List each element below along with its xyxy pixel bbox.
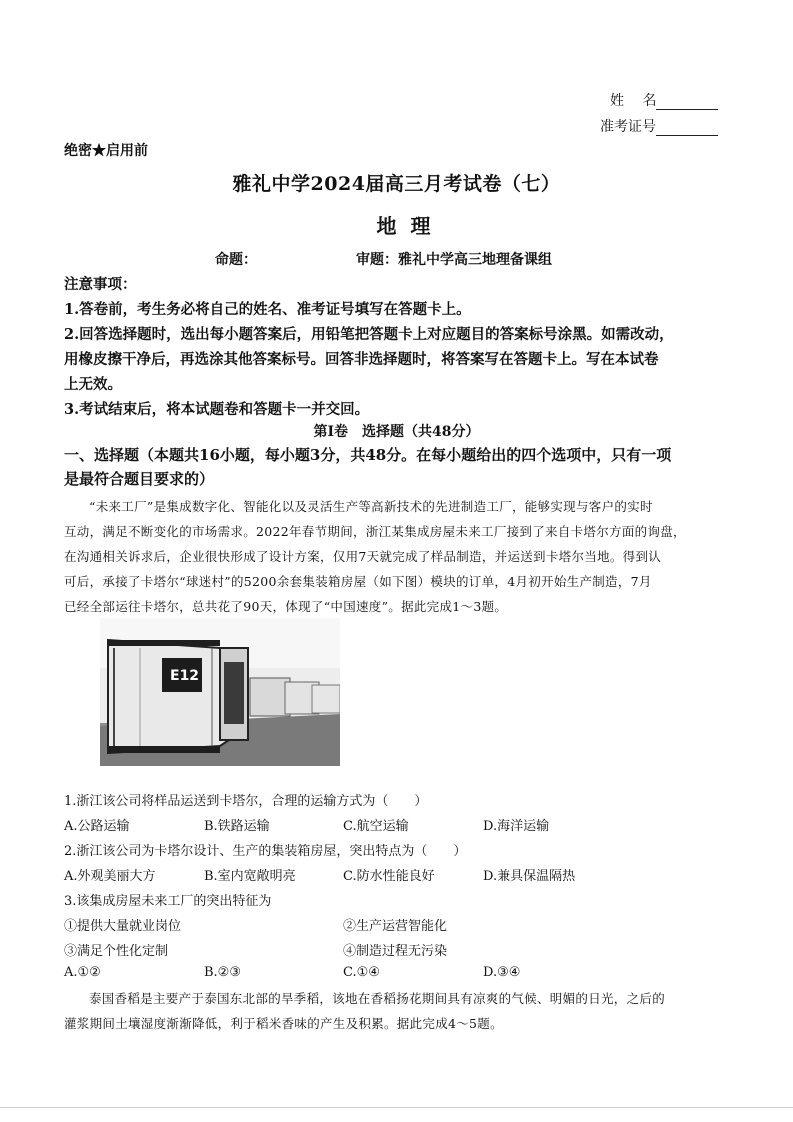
container-house-photo bbox=[100, 618, 340, 766]
passage-1-line: 互动，满足不断变化的市场需求。2022年春节期间，浙江某集成房屋未来工厂接到了来自卡塔尔方面的询盘， bbox=[64, 524, 686, 539]
q2-option-a[interactable]: A.外观美丽大方 bbox=[64, 869, 156, 884]
q2-option-d[interactable]: D.兼具保温隔热 bbox=[483, 869, 576, 884]
exam-id-label: 准考证号 bbox=[600, 119, 656, 135]
section-heading-line1: 一、选择题（本题共16小题，每小题3分，共48分。在每小题给出的四个选项中，只有一项 bbox=[64, 446, 672, 464]
q3-option-b[interactable]: B.②③ bbox=[204, 965, 241, 980]
question-2-stem: 2.浙江该公司为卡塔尔设计、生产的集装箱房屋，突出特点为（ ） bbox=[64, 844, 467, 859]
q3-option-a[interactable]: A.①② bbox=[64, 965, 101, 980]
name-field[interactable] bbox=[610, 90, 718, 110]
confidential-mark: 绝密★启用前 bbox=[64, 143, 148, 159]
q1-option-b[interactable]: B.铁路运输 bbox=[204, 819, 270, 834]
q1-option-d[interactable]: D.海洋运输 bbox=[483, 819, 550, 834]
q3-option-d[interactable]: D.③④ bbox=[483, 965, 521, 980]
q1-option-c[interactable]: C.航空运输 bbox=[343, 819, 409, 834]
q3-statement-4: ④制造过程无污染 bbox=[343, 944, 448, 959]
page-bottom-divider bbox=[0, 1107, 793, 1108]
passage-2-line: 灌浆期间土壤湿度渐渐降低，利于稻米香味的产生及积累。据此完成4～5题。 bbox=[64, 1016, 503, 1031]
note-item-2b: 用橡皮擦干净后，再选涂其他答案标号。回答非选择题时，将答案写在答题卡上。写在本试卷 bbox=[64, 351, 659, 368]
part-title: 第Ⅰ卷 选择题（共48分） bbox=[313, 424, 480, 440]
q2-option-c[interactable]: C.防水性能良好 bbox=[343, 869, 435, 884]
reviewer: 审题：雅礼中学高三地理备课组 bbox=[356, 252, 552, 268]
question-3-stem: 3.该集成房屋未来工厂的突出特征为 bbox=[64, 894, 272, 909]
exam-id-blank[interactable] bbox=[656, 121, 718, 136]
note-item-2c: 上无效。 bbox=[64, 376, 122, 393]
q3-statement-1: ①提供大量就业岗位 bbox=[64, 919, 182, 934]
container-house-image bbox=[100, 618, 340, 766]
passage-1-line: 在沟通相关诉求后，企业很快形成了设计方案，仅用7天就完成了样品制造，并运送到卡塔尔当地。得到认 bbox=[64, 549, 662, 564]
note-item-1: 1.答卷前，考生务必将自己的姓名、准考证号填写在答题卡上。 bbox=[64, 301, 471, 318]
container-label: E12 bbox=[170, 668, 200, 684]
setter: 命题： bbox=[215, 252, 257, 268]
q1-option-a[interactable]: A.公路运输 bbox=[64, 819, 130, 834]
passage-1 bbox=[64, 494, 736, 619]
notes bbox=[64, 272, 734, 422]
q2-option-b[interactable]: B.室内宽敞明亮 bbox=[204, 869, 296, 884]
passage-2-line: 泰国香稻是主要产于泰国东北部的旱季稻，该地在香稻扬花期间具有凉爽的气候、明媚的日光，之后的 bbox=[89, 991, 666, 1006]
passage-1-line: “未来工厂”是集成数字化、智能化以及灵活生产等高新技术的先进制造工厂，能够实现与客户的实时 bbox=[89, 499, 653, 514]
note-item-3: 3.考试结束后，将本试题卷和答题卡一并交回。 bbox=[64, 401, 370, 418]
section-heading-line2: 是最符合题目要求的） bbox=[64, 470, 215, 488]
name-blank[interactable] bbox=[656, 95, 718, 110]
notes-heading: 注意事项： bbox=[64, 276, 137, 293]
passage-1-line: 已经全部运往卡塔尔，总共花了90天，体现了“中国速度”。据此完成1～3题。 bbox=[64, 599, 508, 614]
passage-1-line: 可后，承接了卡塔尔“球迷村”的5200余套集装箱房屋（如下图）模块的订单，4月初开始生产制造，7月 bbox=[64, 574, 652, 589]
exam-title: 雅礼中学2024届高三月考试卷（七） bbox=[232, 173, 561, 195]
exam-id-field[interactable] bbox=[600, 116, 718, 136]
question-1-stem: 1.浙江该公司将样品运送到卡塔尔，合理的运输方式为（ ） bbox=[64, 794, 428, 809]
passage-2 bbox=[64, 986, 736, 1036]
note-item-2a: 2.回答选择题时，选出每小题答案后，用铅笔把答题卡上对应题目的答案标号涂黑。如需改动， bbox=[64, 326, 674, 343]
name-label: 姓 名 bbox=[610, 93, 657, 109]
q3-option-c[interactable]: C.①④ bbox=[343, 965, 380, 980]
section-heading bbox=[64, 443, 744, 491]
q3-statement-3: ③满足个性化定制 bbox=[64, 944, 169, 959]
subject-title: 地理 bbox=[376, 214, 445, 238]
q3-statement-2: ②生产运营智能化 bbox=[343, 919, 448, 934]
